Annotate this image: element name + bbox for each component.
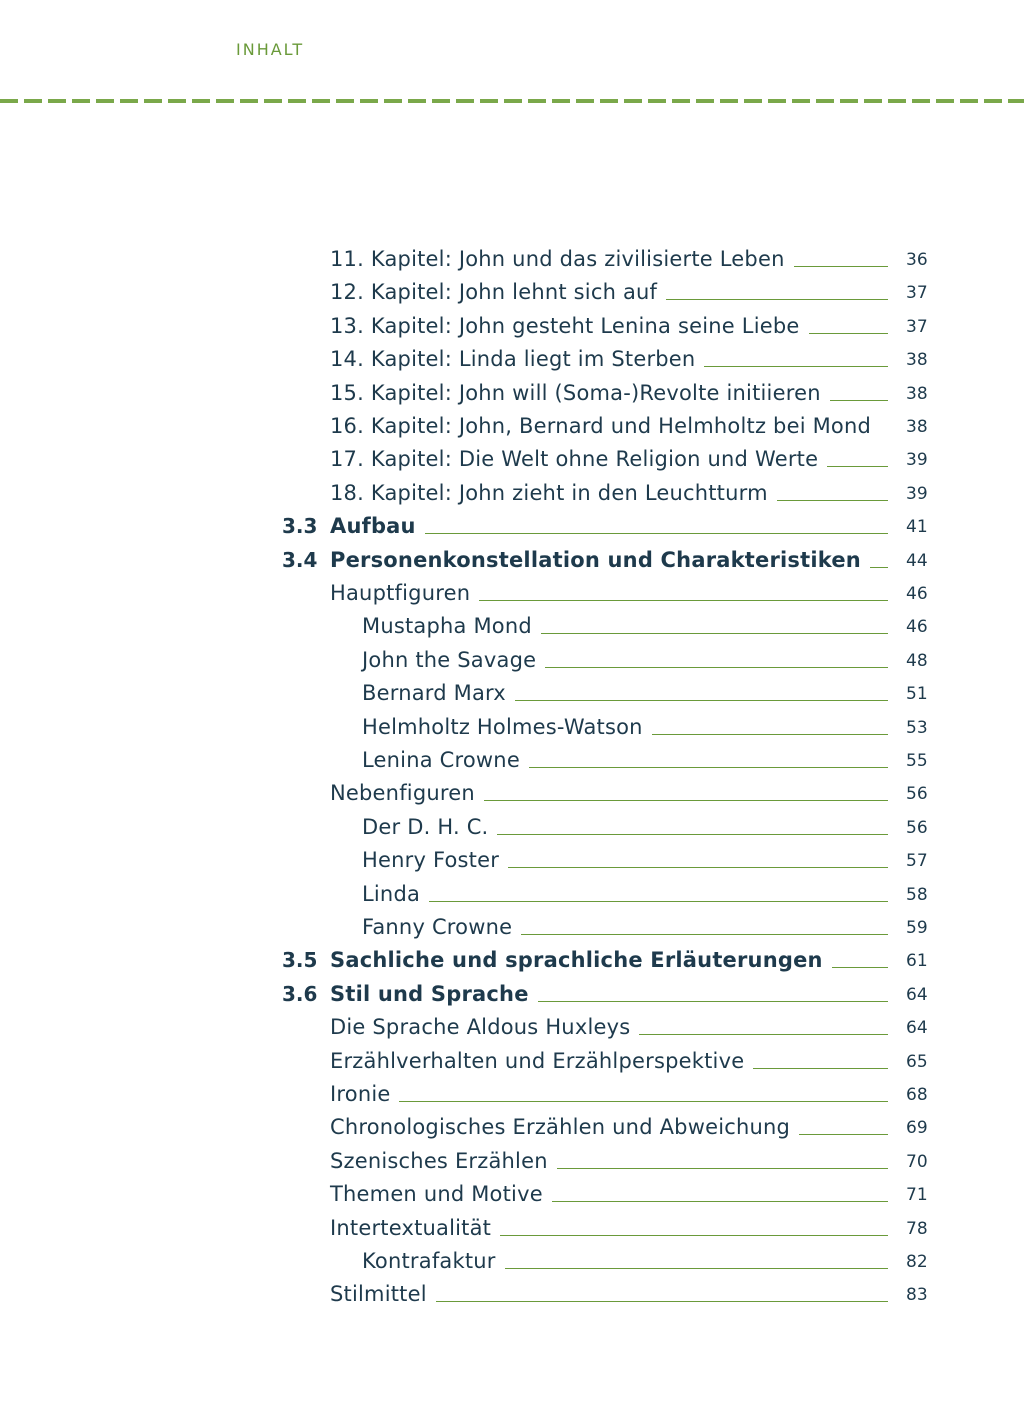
page-number: 38 — [906, 417, 928, 437]
toc-entry-title: Henry Foster — [362, 848, 500, 873]
toc-entry-title: Intertextualität — [330, 1215, 492, 1240]
page-number: 65 — [906, 1051, 928, 1072]
toc-entry-title: 12. Kapitel: John lehnt sich auf — [330, 280, 658, 305]
leader-line — [529, 767, 888, 768]
toc-entry-title: Sachliche und sprachliche Erläuterungen — [330, 948, 823, 973]
leader-line — [552, 1201, 888, 1202]
leader-line — [497, 834, 888, 835]
toc-entry-title: Lenina Crowne — [362, 748, 520, 772]
toc-entry[interactable] — [0, 1278, 1024, 1311]
toc-entry-title: Der D. H. C. — [362, 814, 489, 839]
toc-entry[interactable] — [0, 410, 1024, 443]
toc-entry-title: 17. Kapitel: Die Welt ohne Religion und Werte — [330, 447, 819, 472]
toc-entry-title: John the Savage — [362, 647, 537, 672]
leader-line — [777, 500, 888, 501]
page-number: 64 — [906, 984, 928, 1005]
toc-entry[interactable] — [0, 1245, 1024, 1278]
toc-entry[interactable] — [0, 644, 1024, 677]
leader-line — [521, 934, 888, 935]
page-number: 38 — [906, 383, 928, 404]
leader-line — [429, 901, 888, 902]
toc-entry[interactable] — [0, 544, 1024, 577]
leader-line — [557, 1168, 888, 1169]
page-number: 37 — [906, 283, 928, 304]
section-number: 3.4 — [282, 547, 318, 572]
leader-line — [704, 366, 888, 367]
toc-entry-title: 13. Kapitel: John gesteht Lenina seine Liebe — [330, 313, 800, 338]
leader-line — [827, 466, 888, 467]
leader-line — [794, 266, 888, 267]
page-number: 37 — [906, 316, 928, 337]
leader-line — [753, 1068, 888, 1069]
leader-line — [436, 1301, 888, 1302]
toc-entry[interactable] — [0, 276, 1024, 309]
toc-entry[interactable] — [0, 510, 1024, 543]
toc-entry-title: Personenkonstellation und Charakteristiken — [330, 547, 861, 572]
toc-entry-title: Stilmittel — [330, 1282, 427, 1307]
leader-line — [505, 1268, 888, 1269]
page-number: 56 — [906, 784, 928, 805]
toc-entry-title: Bernard Marx — [362, 681, 506, 706]
page-number: 58 — [906, 884, 928, 905]
toc-entry-title: Die Sprache Aldous Huxleys — [330, 1015, 631, 1040]
leader-line — [832, 967, 888, 968]
page-number: 61 — [906, 951, 928, 972]
toc-entry-title: Themen und Motive — [330, 1182, 543, 1207]
toc-entry-title: Stil und Sprache — [330, 981, 529, 1006]
leader-line — [666, 299, 888, 300]
leader-line — [652, 734, 888, 735]
toc-entry-title: Nebenfiguren — [330, 781, 475, 806]
page-number: 82 — [906, 1252, 928, 1272]
page-number: 55 — [906, 751, 928, 771]
toc-entry[interactable] — [0, 944, 1024, 977]
page-number: 48 — [906, 650, 928, 671]
leader-line — [425, 533, 888, 534]
page-number: 44 — [906, 550, 928, 571]
leader-line — [508, 867, 888, 868]
leader-line — [500, 1235, 888, 1236]
toc-entry-title: 15. Kapitel: John will (Soma-)Revolte initiieren — [330, 380, 821, 405]
toc-entry-title: 18. Kapitel: John zieht in den Leuchtturm — [330, 480, 768, 505]
page-number: 39 — [906, 483, 928, 504]
toc-entry-title: Chronologisches Erzählen und Abweichung — [330, 1115, 791, 1140]
leader-line — [545, 667, 888, 668]
toc-entry[interactable] — [0, 377, 1024, 410]
page-number: 83 — [906, 1285, 928, 1306]
page-number: 38 — [906, 350, 928, 371]
section-number: 3.6 — [282, 981, 318, 1006]
toc-entry[interactable] — [0, 844, 1024, 877]
toc-entry-title: 11. Kapitel: John und das zivilisierte Leben — [330, 247, 785, 271]
leader-line — [538, 1001, 888, 1002]
leader-line — [830, 400, 888, 401]
toc-entry-title: Aufbau — [330, 514, 416, 539]
page-number: 57 — [906, 851, 928, 872]
page-number: 56 — [906, 817, 928, 838]
toc-entry-title: 14. Kapitel: Linda liegt im Sterben — [330, 347, 696, 372]
page-number: 70 — [906, 1151, 928, 1172]
leader-line — [484, 800, 888, 801]
page-number: 78 — [906, 1218, 928, 1239]
leader-line — [541, 633, 888, 634]
page-number: 68 — [906, 1085, 928, 1105]
toc-entry[interactable] — [0, 477, 1024, 510]
toc-entry[interactable] — [0, 1111, 1024, 1144]
toc-entry-title: Szenisches Erzählen — [330, 1148, 548, 1173]
page-number: 41 — [906, 517, 928, 538]
toc-entry-title: Hauptfiguren — [330, 581, 471, 605]
toc-entry[interactable] — [0, 677, 1024, 710]
page-number: 59 — [906, 918, 928, 938]
dashed-header-rule — [0, 99, 1024, 103]
toc-entry-title: Linda — [362, 881, 421, 906]
running-header: INHALT — [236, 40, 305, 59]
toc-entry[interactable] — [0, 310, 1024, 343]
toc-entry[interactable] — [0, 711, 1024, 744]
page-number: 69 — [906, 1118, 928, 1139]
toc-entry-title: Ironie — [330, 1082, 391, 1106]
toc-entry[interactable] — [0, 978, 1024, 1011]
toc-entry[interactable] — [0, 243, 1024, 276]
page-number: 36 — [906, 250, 928, 270]
leader-line — [479, 600, 888, 601]
toc-entry[interactable] — [0, 1178, 1024, 1211]
toc-entry[interactable] — [0, 744, 1024, 777]
page-number: 46 — [906, 617, 928, 638]
toc-entry[interactable] — [0, 1045, 1024, 1078]
toc-entry[interactable] — [0, 443, 1024, 476]
toc-entry[interactable] — [0, 610, 1024, 643]
toc-entry[interactable] — [0, 1145, 1024, 1178]
toc-entry[interactable] — [0, 777, 1024, 810]
toc-entry-title: Kontrafaktur — [362, 1249, 496, 1273]
toc-entry[interactable] — [0, 911, 1024, 944]
toc-entry[interactable] — [0, 577, 1024, 610]
leader-line — [799, 1134, 888, 1135]
page-number: 51 — [906, 684, 928, 705]
toc-entry[interactable] — [0, 1078, 1024, 1111]
toc-entry-title: Fanny Crowne — [362, 915, 513, 939]
toc-entry[interactable] — [0, 1011, 1024, 1044]
toc-entry-title: Helmholtz Holmes-Watson — [362, 714, 643, 739]
toc-entry[interactable] — [0, 343, 1024, 376]
section-number: 3.3 — [282, 514, 318, 539]
toc-entry[interactable] — [0, 1212, 1024, 1245]
page-number: 53 — [906, 717, 928, 738]
page-number: 71 — [906, 1185, 928, 1206]
leader-line — [809, 333, 889, 334]
toc-entry-title: 16. Kapitel: John, Bernard und Helmholtz bei Mond — [330, 414, 872, 438]
page-number: 46 — [906, 584, 928, 604]
page-number: 39 — [906, 450, 928, 471]
toc-entry-title: Erzählverhalten und Erzählperspektive — [330, 1048, 745, 1073]
toc-entry[interactable] — [0, 811, 1024, 844]
toc-entry[interactable] — [0, 878, 1024, 911]
leader-line — [515, 700, 888, 701]
page-number: 64 — [906, 1018, 928, 1039]
leader-line — [639, 1034, 888, 1035]
leader-line — [399, 1101, 888, 1102]
leader-line — [870, 567, 888, 568]
toc-entry-title: Mustapha Mond — [362, 614, 532, 639]
section-number: 3.5 — [282, 948, 318, 973]
